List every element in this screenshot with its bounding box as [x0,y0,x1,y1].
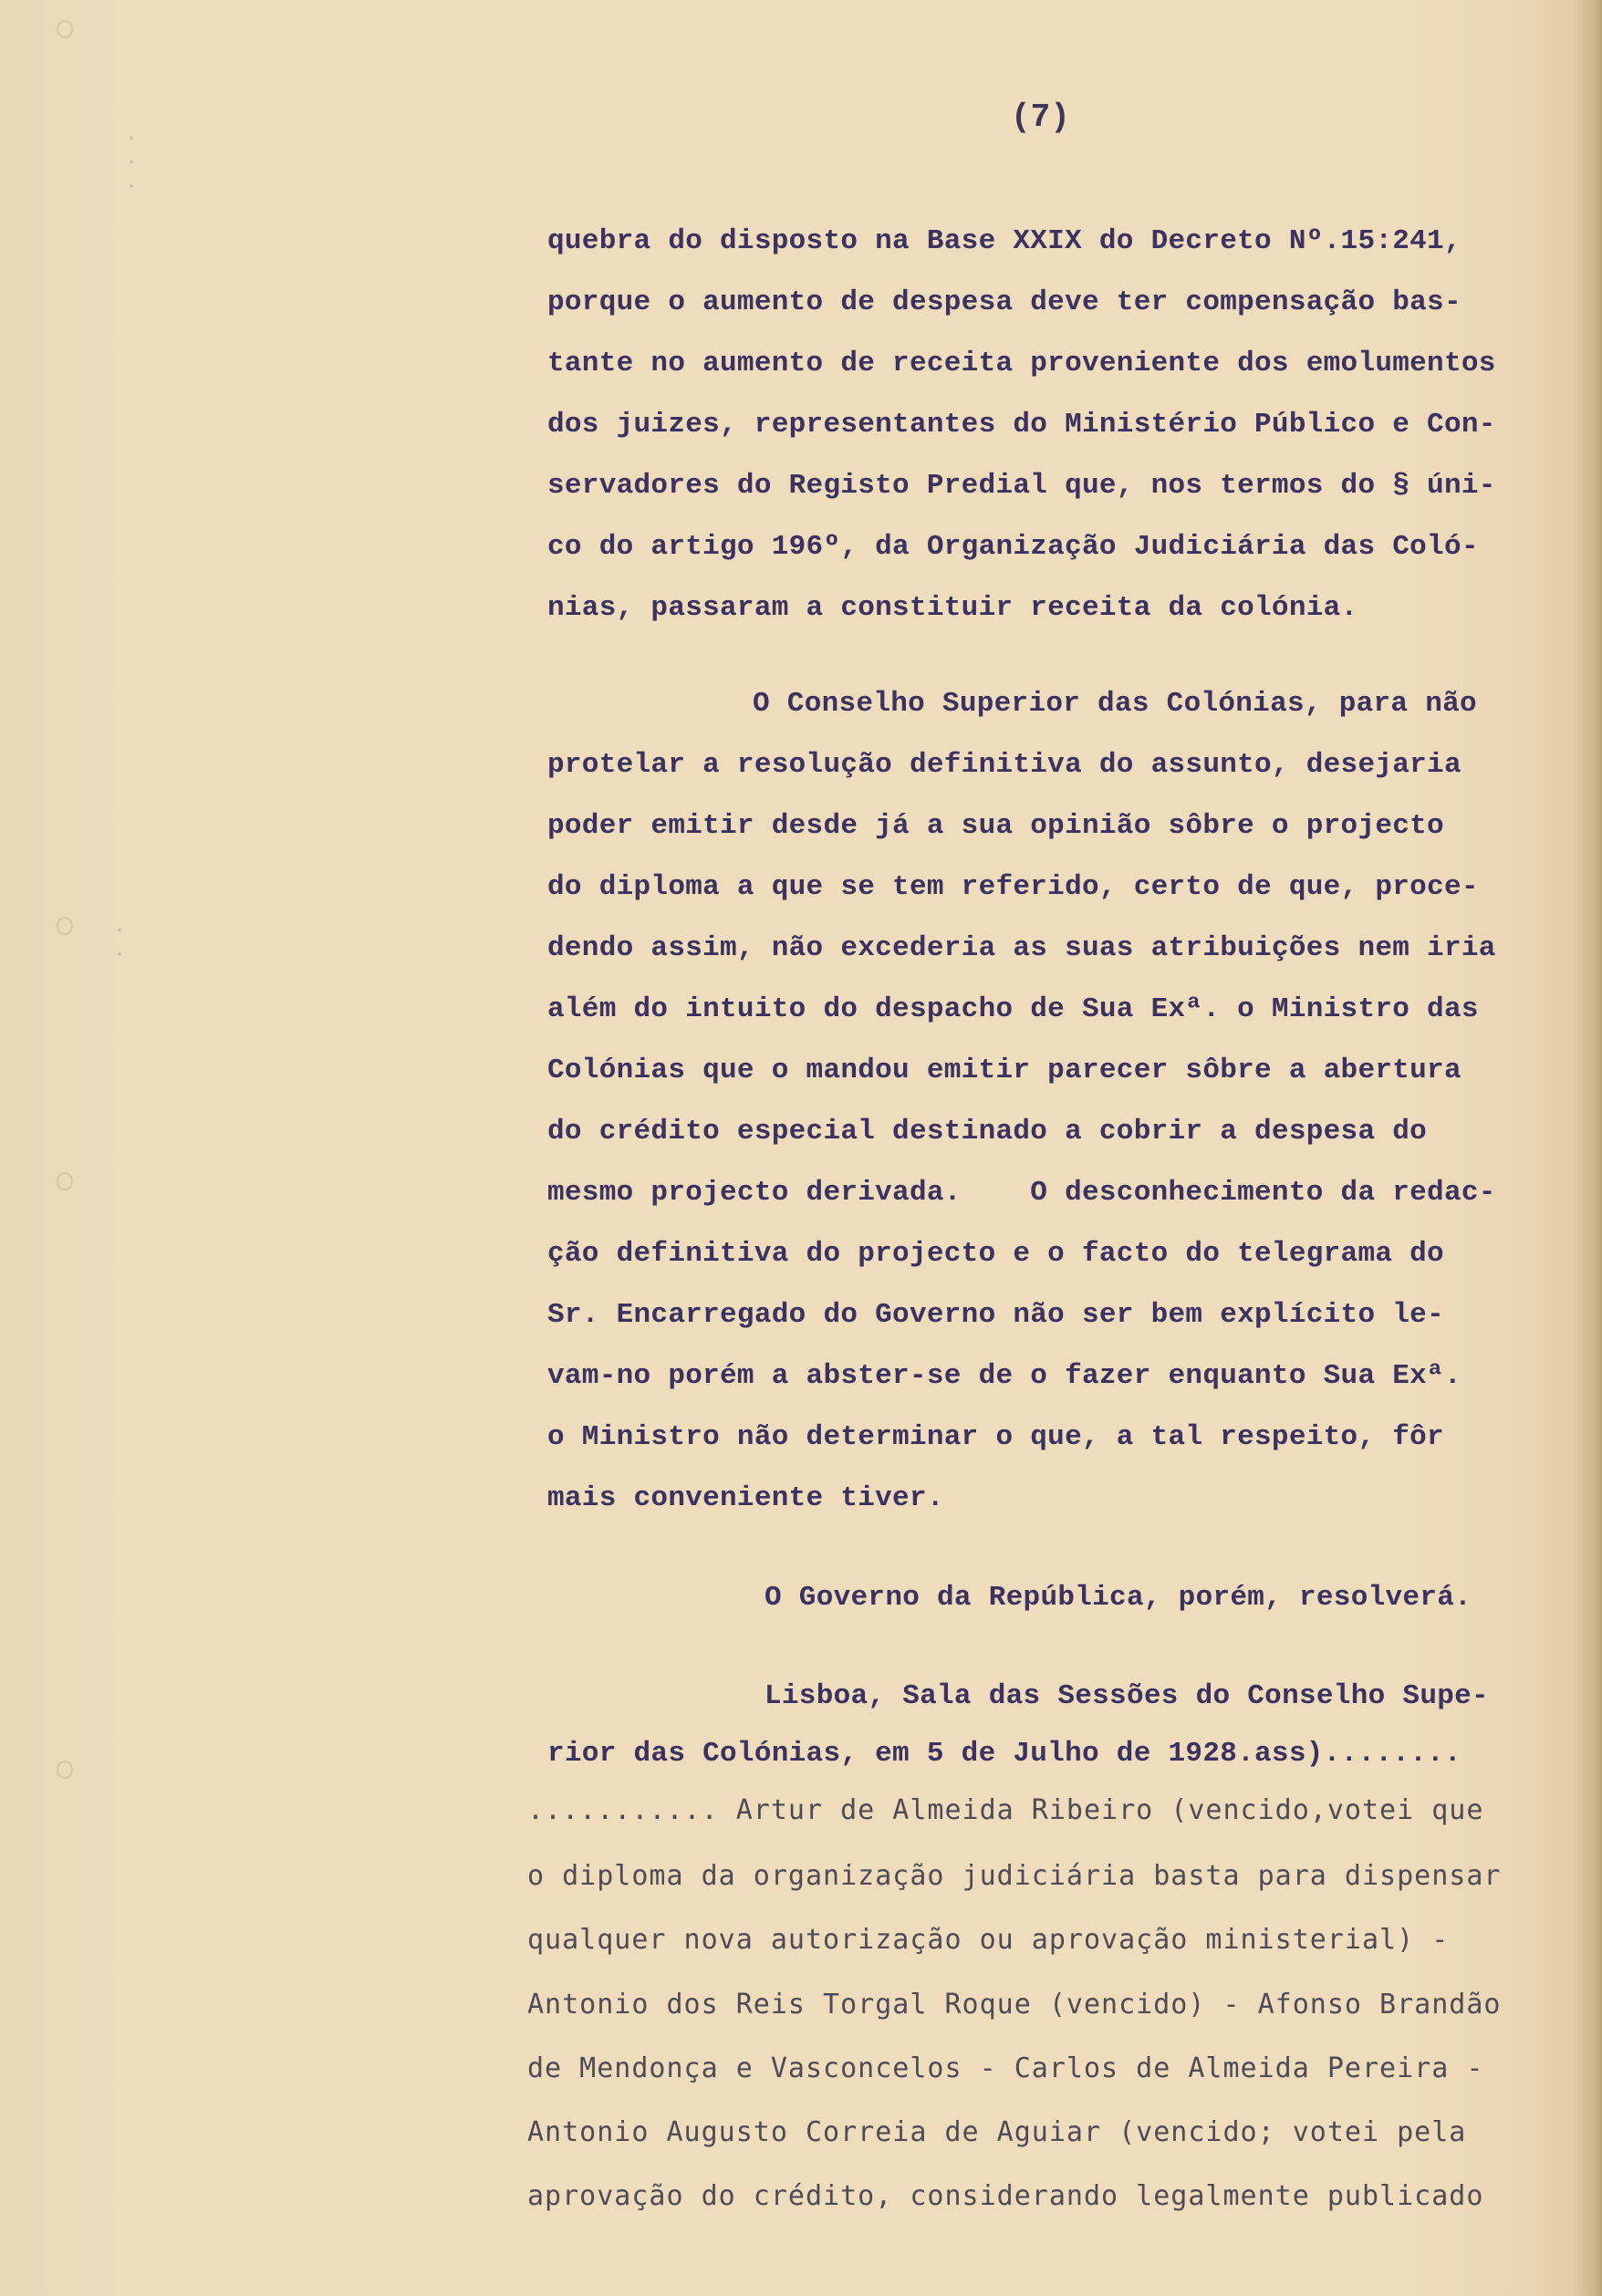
signature-line: aprovação do crédito, considerando legalmente publicado [527,2180,1484,2212]
text-line: mais conveniente tiver. [547,1482,944,1514]
text-line: ção definitiva do projecto e o facto do telegrama do [547,1238,1444,1270]
text-line: do diploma a que se tem referido, certo de que, proce- [547,871,1479,903]
margin-smudge: · · · [119,131,142,192]
text-line: rior das Colónias, em 5 de Julho de 1928.ass)........ [547,1738,1462,1770]
text-line: dendo assim, não excederia as suas atribuições nem iria [547,932,1496,964]
signature-line: qualquer nova autorização ou aprovação ministerial) - [527,1924,1450,1956]
text-line: quebra do disposto na Base XXIX do Decreto Nº.15:241, [547,225,1462,257]
punch-hole-mark [57,20,73,38]
page-number: (7) [1011,99,1070,136]
text-line: tante no aumento de receita proveniente dos emolumentos [547,348,1496,379]
text-line: dos juizes, representantes do Ministério Público e Con- [547,409,1496,441]
text-line: do crédito especial destinado a cobrir a despesa do [547,1116,1428,1148]
signature-line: Antonio dos Reis Torgal Roque (vencido) - Afonso Brandão [527,1989,1502,2021]
text-line: co do artigo 196º, da Organização Judiciária das Coló- [547,531,1479,563]
signature-line: Antonio Augusto Correia de Aguiar (vencido; votei pela [527,2116,1467,2148]
text-line: servadores do Registo Predial que, nos termos do § úni- [547,470,1496,502]
text-line: O Governo da República, porém, resolverá. [765,1582,1472,1614]
punch-hole-mark [57,1172,73,1190]
text-line: vam-no porém a abster-se de o fazer enquanto Sua Exª. [547,1360,1462,1392]
signature-line: o diploma da organização judiciária basta para dispensar [527,1860,1502,1892]
signature-line: de Mendonça e Vasconcelos - Carlos de Almeida Pereira - [527,2052,1484,2084]
text-line: porque o aumento de despesa deve ter compensação bas- [547,286,1462,318]
text-line: protelar a resolução definitiva do assunto, desejaria [547,749,1462,781]
punch-hole-mark [57,917,73,935]
text-line: Colónias que o mandou emitir parecer sôbre a abertura [547,1054,1462,1086]
text-line: poder emitir desde já a sua opinião sôbre o projecto [547,810,1444,842]
page-edge-shadow [1575,0,1602,2296]
signature-line: ........... Artur de Almeida Ribeiro (vencido,votei que [527,1794,1484,1826]
margin-smudge: · · [107,923,130,961]
text-line: o Ministro não determinar o que, a tal respeito, fôr [547,1421,1444,1453]
text-line: além do intuito do despacho de Sua Exª. o Ministro das [547,993,1479,1025]
text-line: mesmo projecto derivada. O desconhecimento da redac- [547,1177,1496,1209]
punch-hole-mark [57,1761,73,1779]
text-line: nias, passaram a constituir receita da colónia. [547,592,1358,624]
text-line: Sr. Encarregado do Governo não ser bem explícito le- [547,1299,1444,1331]
text-line: O Conselho Superior das Colónias, para não [753,688,1477,720]
text-line: Lisboa, Sala das Sessões do Conselho Supe- [765,1680,1489,1712]
